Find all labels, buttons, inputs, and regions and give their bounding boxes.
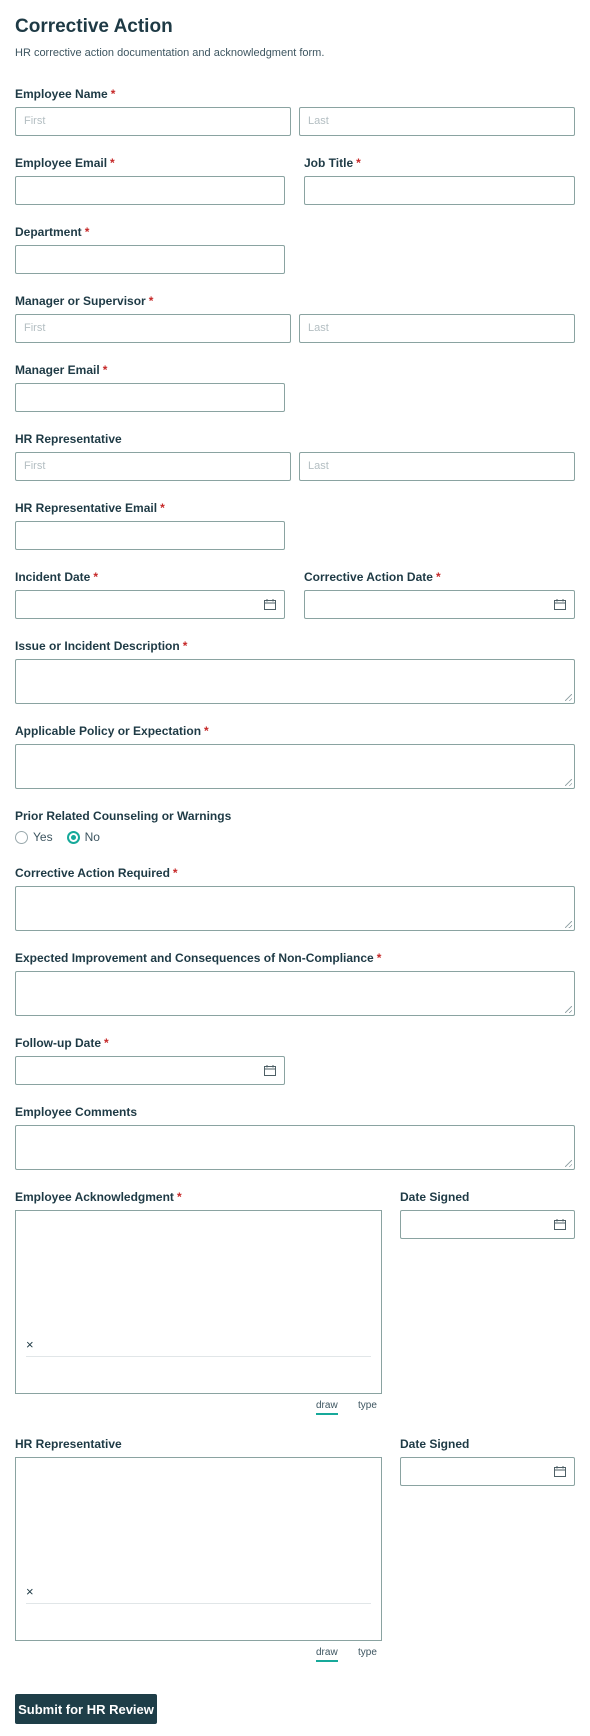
prior-counseling-radio-group — [15, 830, 100, 844]
date-signed-input[interactable] — [400, 1457, 575, 1486]
close-icon[interactable]: × — [26, 1584, 34, 1599]
resize-grip-icon[interactable] — [565, 779, 572, 786]
employee-email-label: Employee Email * — [15, 156, 115, 170]
department-label: Department * — [15, 225, 90, 239]
policy-textarea[interactable] — [15, 744, 575, 789]
employee-ack-label: Employee Acknowledgment * — [15, 1190, 182, 1204]
tab-draw[interactable]: draw — [316, 1400, 338, 1415]
radio-yes[interactable] — [15, 831, 28, 844]
date-signed-input[interactable] — [400, 1210, 575, 1239]
employee-comments-textarea[interactable] — [15, 1125, 575, 1170]
resize-grip-icon[interactable] — [565, 921, 572, 928]
tab-draw[interactable]: draw — [316, 1647, 338, 1662]
submit-button[interactable]: Submit for HR Review — [15, 1694, 157, 1724]
employee-name-label: Employee Name * — [15, 87, 116, 101]
hr-rep-label: HR Representative — [15, 432, 122, 446]
calendar-icon[interactable] — [554, 599, 566, 610]
hr-signature-label: HR Representative — [15, 1437, 122, 1451]
hr-rep-email-input[interactable] — [15, 521, 285, 550]
calendar-icon[interactable] — [264, 1065, 276, 1076]
job-title-label: Job Title * — [304, 156, 361, 170]
resize-grip-icon[interactable] — [565, 1160, 572, 1167]
hr-rep-email-label: HR Representative Email * — [15, 501, 165, 515]
close-icon[interactable]: × — [26, 1337, 34, 1352]
manager-label: Manager or Supervisor * — [15, 294, 154, 308]
corrective-date-input[interactable] — [304, 590, 575, 619]
signature-line — [26, 1603, 371, 1604]
corrective-date-label: Corrective Action Date * — [304, 570, 441, 584]
prior-counseling-label: Prior Related Counseling or Warnings — [15, 809, 232, 823]
expected-improvement-textarea[interactable] — [15, 971, 575, 1016]
manager-email-label: Manager Email * — [15, 363, 108, 377]
tab-type[interactable]: type — [358, 1400, 377, 1411]
employee-first-name-input[interactable]: First — [15, 107, 291, 136]
resize-grip-icon[interactable] — [565, 1006, 572, 1013]
hr-rep-last-name-input[interactable]: Last — [299, 452, 575, 481]
radio-yes-label: Yes — [33, 830, 53, 844]
incident-date-label: Incident Date * — [15, 570, 99, 584]
hr-signature-pad[interactable] — [15, 1457, 382, 1641]
action-required-label: Corrective Action Required * — [15, 866, 178, 880]
tab-type[interactable]: type — [358, 1647, 377, 1658]
policy-label: Applicable Policy or Expectation * — [15, 724, 209, 738]
hr-rep-first-name-input[interactable]: First — [15, 452, 291, 481]
form-subtitle: HR corrective action documentation and acknowledgment form. — [15, 47, 325, 59]
employee-last-name-input[interactable]: Last — [299, 107, 575, 136]
department-input[interactable] — [15, 245, 285, 274]
action-required-textarea[interactable] — [15, 886, 575, 931]
manager-first-name-input[interactable]: First — [15, 314, 291, 343]
followup-date-input[interactable] — [15, 1056, 285, 1085]
radio-no-label: No — [84, 830, 100, 844]
signature-line — [26, 1356, 371, 1357]
calendar-icon[interactable] — [264, 599, 276, 610]
manager-email-input[interactable] — [15, 383, 285, 412]
calendar-icon[interactable] — [554, 1219, 566, 1230]
calendar-icon[interactable] — [554, 1466, 566, 1477]
employee-email-input[interactable] — [15, 176, 285, 205]
form-title: Corrective Action — [15, 16, 173, 37]
issue-description-textarea[interactable] — [15, 659, 575, 704]
expected-improvement-label: Expected Improvement and Consequences of Non-Compliance * — [15, 951, 382, 965]
employee-signature-pad[interactable] — [15, 1210, 382, 1394]
date-signed-label: Date Signed — [400, 1190, 470, 1204]
incident-date-input[interactable] — [15, 590, 285, 619]
manager-last-name-input[interactable]: Last — [299, 314, 575, 343]
date-signed-label: Date Signed — [400, 1437, 470, 1451]
issue-description-label: Issue or Incident Description * — [15, 639, 188, 653]
resize-grip-icon[interactable] — [565, 694, 572, 701]
job-title-input[interactable] — [304, 176, 575, 205]
employee-comments-label: Employee Comments — [15, 1105, 138, 1119]
followup-date-label: Follow-up Date * — [15, 1036, 109, 1050]
radio-no[interactable] — [67, 831, 80, 844]
